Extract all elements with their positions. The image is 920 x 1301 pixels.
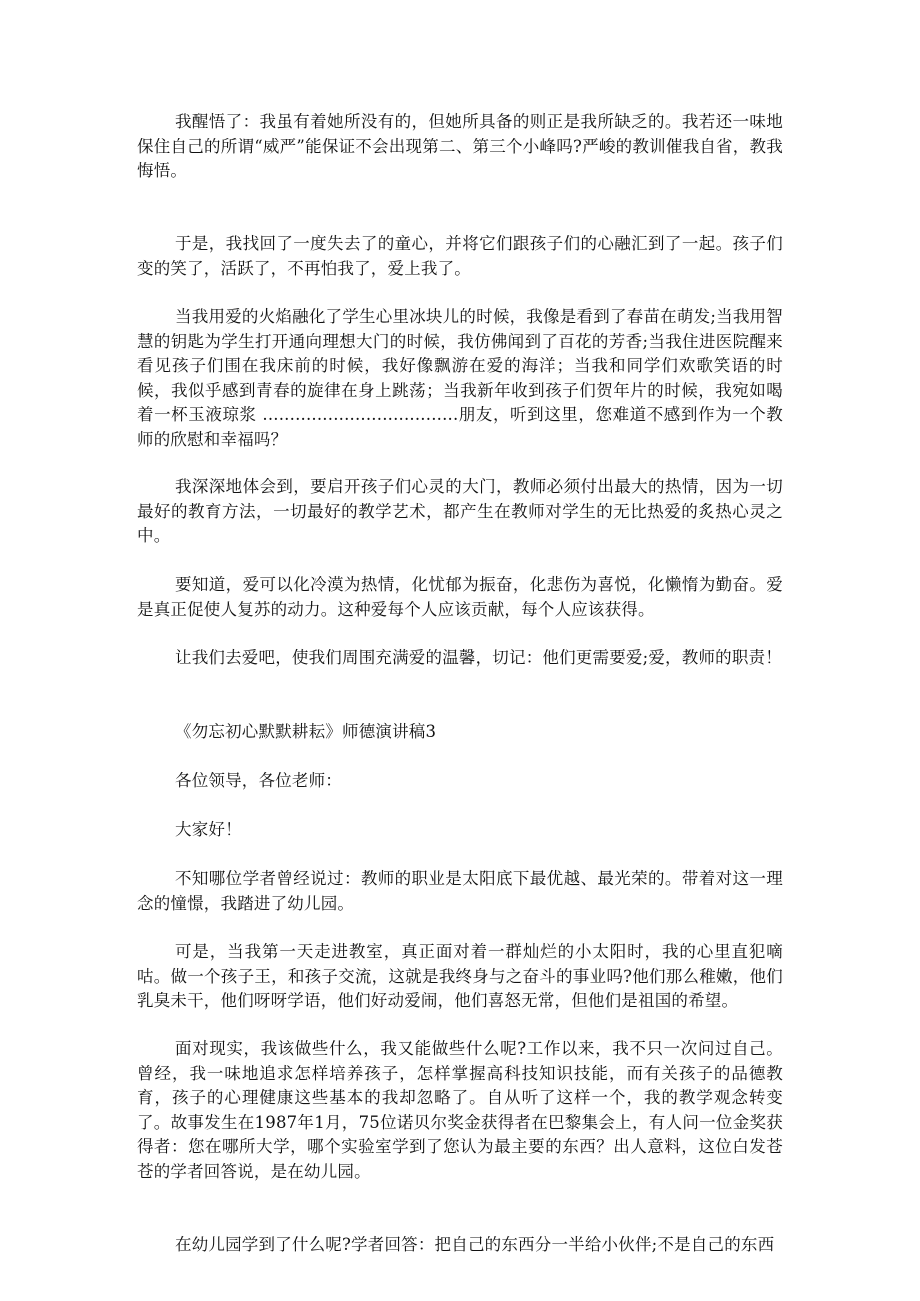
paragraph-7: 不知哪位学者曾经说过：教师的职业是太阳底下最优越、最光荣的。带着对这一理念的憧憬，我踏进了幼儿园。: [137, 869, 783, 913]
paragraph-1: 我醒悟了：我虽有着她所没有的，但她所具备的则正是我所缺乏的。我若还一味地保住自己的所谓“威严”能保证不会出现第二、第三个小峰吗?严峻的教训催我自省，教我悔悟。: [137, 112, 783, 180]
paragraph-9: 面对现实，我该做些什么，我又能做些什么呢?工作以来，我不只一次问过自己。曾经，我一味地追求怎样培养孩子，怎样掌握高科技知识技能，而有关孩子的品德教育，孩子的心理健康这些基本的我却忽略了。自从听了这样一个，我的教学观念转变了。故事发生在1987年1月，75位诺贝尔奖金获得者在巴黎集会上，有人问一位金奖获得者：您在哪所大学，哪个实验室学到了您认为最主要的东西？出人意料，这位白发苍苍的学者回答说，是在幼儿园。: [137, 1039, 783, 1181]
salutation: 各位领导，各位老师：: [175, 771, 342, 790]
paragraph-8: 可是，当我第一天走进教室，真正面对着一群灿烂的小太阳时，我的心里直犯嘀咕。做一个孩子王，和孩子交流，这就是我终身与之奋斗的事业吗?他们那么稚嫩，他们乳臭未干，他们呀呀学语，他们好动爱闹，他们喜怒无常，但他们是祖国的希望。: [137, 942, 783, 1010]
paragraph-2: 于是，我找回了一度失去了的童心，并将它们跟孩子们的心融汇到了一起。孩子们变的笑了，活跃了，不再怕我了，爱上我了。: [137, 234, 783, 278]
paragraph-10: 在幼儿园学到了什么呢?学者回答：把自己的东西分一半给小伙伴;不是自己的东西: [175, 1235, 775, 1254]
greeting: 大家好！: [175, 820, 242, 839]
speech-title: 《勿忘初心默默耕耘》师德演讲稿3: [175, 722, 437, 741]
paragraph-5: 要知道，爱可以化冷漠为热情，化忧郁为振奋，化悲伤为喜悦，化懒惰为勤奋。爱是真正促使人复苏的动力。这种爱每个人应该贡献，每个人应该获得。: [137, 575, 783, 619]
paragraph-6: 让我们去爱吧，使我们周围充满爱的温馨，切记：他们更需要爱;爱，教师的职责！: [175, 648, 782, 667]
paragraph-4: 我深深地体会到，要启开孩子们心灵的大门，教师必须付出最大的热情，因为一切最好的教育方法，一切最好的教学艺术，都产生在教师对学生的无比热爱的炙热心灵之中。: [137, 477, 783, 545]
paragraph-3: 当我用爱的火焰融化了学生心里冰块儿的时候，我像是看到了春苗在萌发;当我用智慧的钥匙为学生打开通向理想大门的时候，我仿佛闻到了百花的芳香;当我住进医院醒来看见孩子们围在我床前的时候，我好像飘游在爱的海洋；当我和同学们欢歌笑语的时候，我似乎感到青春的旋律在身上跳荡；当我新年收到孩子们贺年片的时候，我宛如喝着一杯玉液琼浆 ....................................朋友，听到这里，您难道不感到作为一个教师的欣慰和幸福吗？: [137, 307, 783, 449]
